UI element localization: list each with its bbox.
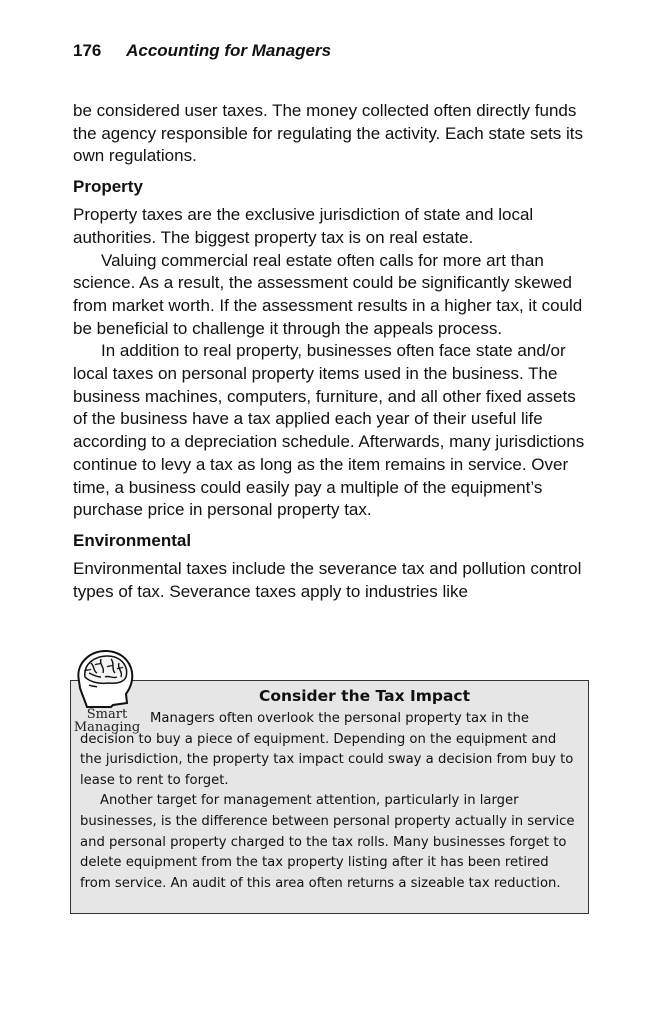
heading-environmental: Environmental [73, 530, 192, 550]
main-text [73, 100, 593, 603]
book-title: Accounting for Managers [126, 41, 332, 60]
heading-property: Property [73, 177, 143, 197]
icon-label-line2: Managing [73, 720, 141, 735]
sidebar-paragraph-1: Managers often overlook the personal property tax in the decision to buy a piece of equipment. Depending on the equipment and the jurisdiction, the property tax impact could sway a decision from buy to lease to rent to forget. [80, 711, 574, 788]
sidebar-paragraph-2: Another target for management attention, particularly in larger businesses, is the difference between personal property actually in service and personal property charged to the tax rolls. Many businesses forget to delete equipment from the tax property listing after it has been retired from service. An audit of this area often returns a sizeable tax reduction. [80, 793, 575, 891]
paragraph-intro: be considered user taxes. The money collected often directly funds the agency responsible for regulating the activity. Each state sets its own regulations. [73, 101, 583, 166]
paragraph-property-1: Property taxes are the exclusive jurisdiction of state and local authorities. The biggest property tax is on real estate. [73, 205, 534, 247]
icon-label-line1: Smart [86, 707, 128, 722]
sidebar-title: Consider the Tax Impact [258, 687, 471, 705]
sidebar-body [80, 709, 580, 894]
paragraph-property-2: Valuing commercial real estate often calls for more art than science. As a result, the assessment could be significantly skewed from market worth. If the assessment results in a higher tax, it could be beneficial to challenge it through the appeals process. [73, 250, 583, 338]
smart-managing-sidebar [70, 680, 589, 914]
page-number: 176 [73, 41, 102, 60]
paragraph-environmental: Environmental taxes include the severance tax and pollution control types of tax. Severance taxes apply to industries like [73, 558, 582, 601]
paragraph-property-3: In addition to real property, businesses often face state and/or local taxes on personal property items used in the business. The business machines, computers, furniture, and all other fixed assets of the business have a tax applied each year of their useful life according to a depreciation schedule. Afterwards, many jurisdictions continue to levy a tax as long as the item remains in service. Over time, a business could easily pay a multiple of the equipment’s purchase price in personal property tax. [73, 341, 585, 520]
page-header [73, 41, 331, 61]
